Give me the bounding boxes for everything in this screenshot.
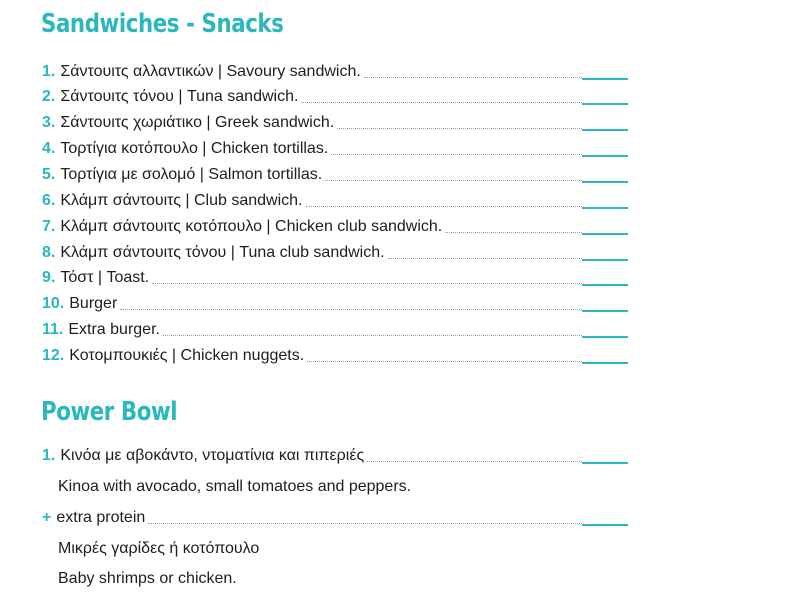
item-label: Σάντουιτς χωριάτικο | Greek sandwich.: [60, 114, 335, 131]
dotted-leader: [120, 309, 582, 310]
item-label: Κλάμπ σάντουιτς κοτόπουλο | Chicken club sandwich.: [60, 218, 443, 235]
menu-item-5: [42, 161, 628, 185]
item-number: 6.: [42, 192, 56, 209]
dotted-leader: [367, 461, 582, 462]
item-number: 1.: [42, 63, 56, 80]
item-number: 8.: [42, 244, 56, 261]
price-line: [582, 310, 628, 312]
item-number: 11.: [42, 321, 64, 338]
item-description: Kinoa with avocado, small tomatoes and peppers.: [58, 478, 412, 495]
dotted-leader: [301, 102, 582, 103]
dotted-leader: [163, 335, 582, 336]
section-title-power-bowl: Power Bowl: [41, 397, 178, 427]
dotted-leader: [445, 232, 582, 233]
menu-item-10: [42, 290, 628, 314]
price-line: [582, 462, 628, 464]
item-label: Τορτίγια κοτόπουλο | Chicken tortillas.: [60, 140, 329, 157]
price-line: [582, 336, 628, 338]
dotted-leader: [307, 361, 582, 362]
menu-item-3: [42, 109, 628, 133]
price-line: [582, 129, 628, 131]
item-number: 12.: [42, 347, 65, 364]
extra-description-english: Baby shrimps or chicken.: [58, 570, 237, 587]
item-number: 7.: [42, 218, 56, 235]
menu-item-power-bowl: [42, 442, 628, 466]
price-line: [582, 362, 628, 364]
item-number: 10.: [42, 295, 65, 312]
price-line: [582, 155, 628, 157]
item-label: extra protein: [56, 509, 146, 526]
dotted-leader: [337, 128, 582, 129]
price-line: [582, 207, 628, 209]
menu-item-6: [42, 187, 628, 211]
menu-item-extra-protein: [42, 504, 628, 528]
item-label: Σάντουιτς τόνου | Tuna sandwich.: [60, 88, 299, 105]
item-number: 1.: [42, 447, 56, 464]
item-number: 5.: [42, 166, 56, 183]
dotted-leader: [148, 523, 582, 524]
menu-item-1: [42, 58, 628, 82]
price-line: [582, 78, 628, 80]
price-line: [582, 233, 628, 235]
price-line: [582, 181, 628, 183]
item-number: 9.: [42, 269, 56, 286]
menu-item-7: [42, 213, 628, 237]
dotted-leader: [325, 180, 582, 181]
extra-description-greek: Μικρές γαρίδες ή κοτόπουλο: [58, 540, 260, 557]
item-label: Σάντουιτς αλλαντικών | Savoury sandwich.: [60, 63, 361, 80]
item-label: Burger: [69, 295, 118, 312]
item-number: 4.: [42, 140, 56, 157]
dotted-leader: [306, 206, 583, 207]
item-label: Extra burger.: [68, 321, 160, 338]
dotted-leader: [364, 77, 582, 78]
item-label: Τορτίγια με σολομό | Salmon tortillas.: [60, 166, 323, 183]
price-line: [582, 284, 628, 286]
item-label: Κλάμπ σάντουιτς | Club sandwich.: [60, 192, 303, 209]
price-line: [582, 524, 628, 526]
menu-item-8: [42, 239, 628, 263]
item-number: 2.: [42, 88, 56, 105]
dotted-leader: [152, 283, 582, 284]
item-label: Κοτομπουκιές | Chicken nuggets.: [69, 347, 305, 364]
item-label: Κλάμπ σάντουιτς τόνου | Tuna club sandwich.: [60, 244, 385, 261]
menu-item-4: [42, 135, 628, 159]
section-title-sandwiches: Sandwiches - Snacks: [41, 9, 284, 39]
price-line: [582, 259, 628, 261]
item-label: Κινόα με αβοκάντο, ντοματίνια και πιπεριές: [60, 447, 365, 464]
dotted-leader: [331, 154, 582, 155]
menu-item-2: [42, 83, 628, 107]
menu-item-9: [42, 264, 628, 288]
menu-item-12: [42, 342, 628, 366]
price-line: [582, 103, 628, 105]
item-label: Τόστ | Toast.: [60, 269, 150, 286]
menu-item-11: [42, 316, 628, 340]
dotted-leader: [388, 258, 582, 259]
plus-marker: +: [42, 509, 52, 526]
item-number: 3.: [42, 114, 56, 131]
